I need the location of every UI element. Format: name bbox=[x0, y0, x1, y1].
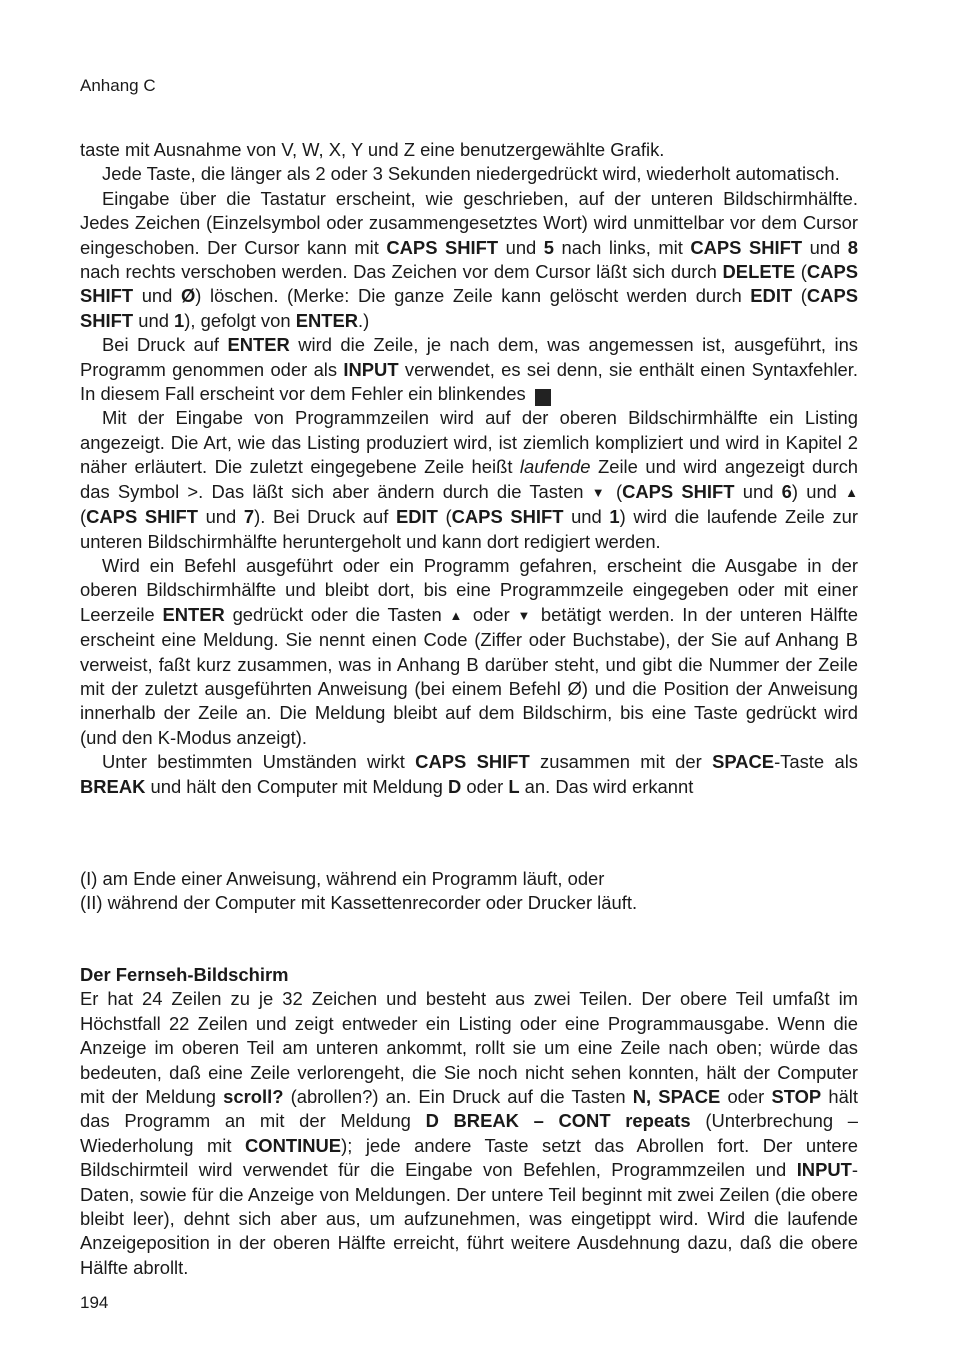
key-name: N, SPACE bbox=[632, 1086, 721, 1108]
key-name: Ø bbox=[180, 285, 196, 307]
paragraph-4 bbox=[80, 333, 858, 406]
text-run: und bbox=[802, 236, 848, 258]
arrow-up-icon: ▲ bbox=[449, 607, 466, 623]
text-run: ). Bei Druck auf bbox=[254, 506, 396, 528]
emphasis: laufende bbox=[519, 456, 591, 478]
key-name: ENTER bbox=[162, 603, 225, 625]
key-name: CAPS SHIFT bbox=[415, 751, 530, 773]
key-name: 1 bbox=[174, 309, 185, 331]
arrow-down-icon: ▼ bbox=[591, 484, 608, 500]
paragraph-7 bbox=[80, 750, 858, 799]
text-run: verwendet, es sei denn, sie enthält einen Syntaxfehler. In diesem Fall erscheint vor dem Fehler ein blinkendes bbox=[80, 358, 858, 405]
arrow-up-icon: ▲ bbox=[845, 484, 858, 500]
key-name: INPUT bbox=[796, 1159, 852, 1181]
text-run: ( bbox=[795, 261, 807, 283]
paragraph-5 bbox=[80, 406, 858, 553]
list-item: (II) während der Computer mit Kassettenrecorder oder Drucker läuft. bbox=[80, 892, 638, 914]
text-run: ) und bbox=[791, 480, 846, 502]
condition-list bbox=[80, 867, 858, 916]
text-run: zusammen mit der bbox=[529, 751, 713, 773]
key-name: SPACE bbox=[712, 751, 775, 773]
error-marker-icon: ? bbox=[535, 389, 551, 406]
text-run: Unter bestimmten Umständen wirkt bbox=[102, 751, 416, 773]
text-run: ( bbox=[607, 480, 623, 502]
text-run: ( bbox=[80, 506, 87, 528]
page-number: 194 bbox=[80, 1293, 109, 1312]
text-run: gedrückt oder die Tasten bbox=[224, 603, 450, 625]
key-name: EDIT bbox=[750, 285, 793, 307]
key-name: CAPS SHIFT bbox=[690, 236, 803, 258]
text-run: oder bbox=[465, 603, 518, 625]
text-run: -Daten, sowie für die Anzeige von Meldungen. Der untere Teil beginnt mit zwei Zeilen (die obere bleibt leer), dehnt sich aber aus, um aufzunehmen, was eingetippt wird. Wird die laufende Anzeigeposition in der oberen Hälfte erreicht, führt weitere Ausdehnung dazu, daß die obere Hälfte abrollt. bbox=[80, 1159, 858, 1278]
text-run: Bei Druck auf bbox=[102, 334, 228, 356]
list-item: (I) am Ende einer Anweisung, während ein Programm läuft, oder bbox=[80, 868, 605, 889]
text-run: ( bbox=[792, 285, 807, 307]
key-name: 8 bbox=[847, 236, 859, 258]
key-name: D BREAK – CONT repeats bbox=[425, 1110, 691, 1132]
key-name: 5 bbox=[543, 236, 555, 258]
paragraph-2: Jede Taste, die länger als 2 oder 3 Sekunden niedergedrückt wird, wiederholt automatisch. bbox=[102, 163, 840, 185]
key-name: CAPS SHIFT bbox=[80, 285, 858, 331]
text-run: ); jede andere Taste setzt das Abrollen fort. Der untere Bildschirmteil wird verwendet für die Eingabe von Befehlen, Programmzeilen und bbox=[80, 1134, 858, 1181]
text-run: und bbox=[734, 480, 782, 502]
text-run: und bbox=[133, 285, 181, 307]
text-run: Wird ein Befehl ausgeführt oder ein Programm gefahren, erscheint die Ausgabe in der oberen Bildschirmhälfte und bleibt dort, bis eine Programmzeile eingegeben oder mit einer Leerzeile bbox=[80, 554, 858, 625]
text-run: (Unterbrechung – Wiederholung mit bbox=[80, 1110, 859, 1156]
text-run: ( bbox=[437, 506, 452, 528]
text-run: hält das Programm an mit der Meldung bbox=[80, 1086, 858, 1132]
key-name: 6 bbox=[781, 480, 792, 502]
text-run: Mit der Eingabe von Programmzeilen wird auf der oberen Bildschirmhälfte ein Listing angezeigt. Die Art, wie das Listing produziert wird, ist ziemlich kompliziert und wird in Kapitel 2 näher erläutert. Die zuletzt eingegebene Zeile heißt bbox=[80, 407, 858, 478]
paragraph-3 bbox=[80, 187, 858, 333]
key-name: CAPS SHIFT bbox=[86, 506, 198, 528]
key-name: DELETE bbox=[722, 261, 796, 283]
running-header: Anhang C bbox=[80, 76, 156, 95]
key-name: 1 bbox=[609, 506, 620, 528]
key-name: CAPS SHIFT bbox=[386, 236, 499, 258]
text-run: .) bbox=[358, 309, 370, 331]
text-run: wird die Zeile, je nach dem, was angemessen ist, ausgeführt, ins Programm genommen oder als bbox=[80, 334, 858, 380]
text-run: -Taste als bbox=[774, 751, 858, 773]
key-name: L bbox=[508, 775, 520, 797]
text-run: nach rechts verschoben werden. Das Zeichen vor dem Cursor läßt sich durch bbox=[80, 261, 723, 283]
text-run: (abrollen?) an. Ein Druck auf die Tasten bbox=[283, 1086, 633, 1108]
text-run: und hält den Computer mit Meldung bbox=[145, 775, 448, 797]
key-name: ENTER bbox=[295, 309, 359, 331]
text-run: und bbox=[563, 506, 610, 528]
text-run: Er hat 24 Zeilen zu je 32 Zeichen und besteht aus zwei Teilen. Der obere Teil umfaßt im Höchstfall 22 Zeilen und zeigt entweder ein Listing oder eine Programmausgabe. Wenn die Anzeige im oberen Teil am unteren ankommt, rollt sie um eine Zeile nach oben; würde das bedeuten, daß eine Zeile verlorengeht, die Sie noch nicht sehen konnten, hält der Computer mit der Meldung bbox=[80, 988, 858, 1108]
text-run: und bbox=[498, 236, 544, 258]
text-run: ), gefolgt von bbox=[184, 309, 296, 331]
text-run: und bbox=[197, 506, 244, 528]
text-run: oder bbox=[720, 1086, 772, 1108]
text-run: Eingabe über die Tastatur erscheint, wie geschrieben, auf der unteren Bildschirmhälfte. Jedes Zeichen (Einzelsymbol oder zusammengesetztes Wort) wird unmittelbar vor dem Cursor eingeschoben. Der Cursor kann mit bbox=[80, 187, 858, 258]
text-run: ) wird die laufende Zeile zur unteren Bildschirmhälfte heruntergeholt und kann dort redigiert werden. bbox=[80, 506, 859, 552]
text-run: und bbox=[133, 309, 175, 331]
key-name: STOP bbox=[771, 1086, 822, 1108]
key-name: D bbox=[448, 775, 462, 797]
key-name: CAPS SHIFT bbox=[80, 261, 858, 307]
key-name: CAPS SHIFT bbox=[622, 480, 735, 502]
key-name: CAPS SHIFT bbox=[451, 506, 564, 528]
key-name: scroll? bbox=[223, 1086, 284, 1108]
text-run: Zeile und wird angezeigt durch das Symbol >. Das läßt sich aber ändern durch die Tasten bbox=[80, 456, 858, 502]
key-name: INPUT bbox=[343, 358, 399, 380]
section-tv-screen bbox=[80, 963, 858, 1280]
text-run: oder bbox=[461, 775, 509, 797]
text-run: betätigt werden. In der unteren Hälfte erscheint eine Meldung. Sie nennt einen Code (Ziffer oder Buchstabe), der Sie auf Anhang B verweist, faßt kurz zusammen, was in Anhang B darüber steht, und gibt die Nummer der Zeile mit der zuletzt ausgeführten Anweisung (bei einem Befehl Ø) und die Position der Anweisung innerhalb der Zeile an. Die Meldung bleibt auf dem Bildschirm, bis eine Taste gedrückt wird (und den K-Modus anzeigt). bbox=[80, 603, 858, 748]
arrow-down-icon: ▼ bbox=[517, 607, 534, 623]
key-name: CONTINUE bbox=[245, 1134, 342, 1156]
key-name: EDIT bbox=[395, 506, 438, 528]
body-text bbox=[80, 138, 858, 799]
text-run: ) löschen. (Merke: Die ganze Zeile kann gelöscht werden durch bbox=[195, 285, 751, 307]
key-name: 7 bbox=[243, 506, 255, 528]
paragraph-6 bbox=[80, 554, 858, 750]
paragraph-1: taste mit Ausnahme von V, W, X, Y und Z eine benutzergewählte Grafik. bbox=[80, 139, 665, 160]
section-paragraph bbox=[80, 987, 858, 1280]
key-name: ENTER bbox=[227, 334, 290, 356]
text-run: nach links, mit bbox=[554, 236, 691, 258]
key-name: BREAK bbox=[80, 775, 146, 797]
section-heading: Der Fernseh-Bildschirm bbox=[80, 964, 289, 985]
text-run: an. Das wird erkannt bbox=[519, 775, 694, 797]
